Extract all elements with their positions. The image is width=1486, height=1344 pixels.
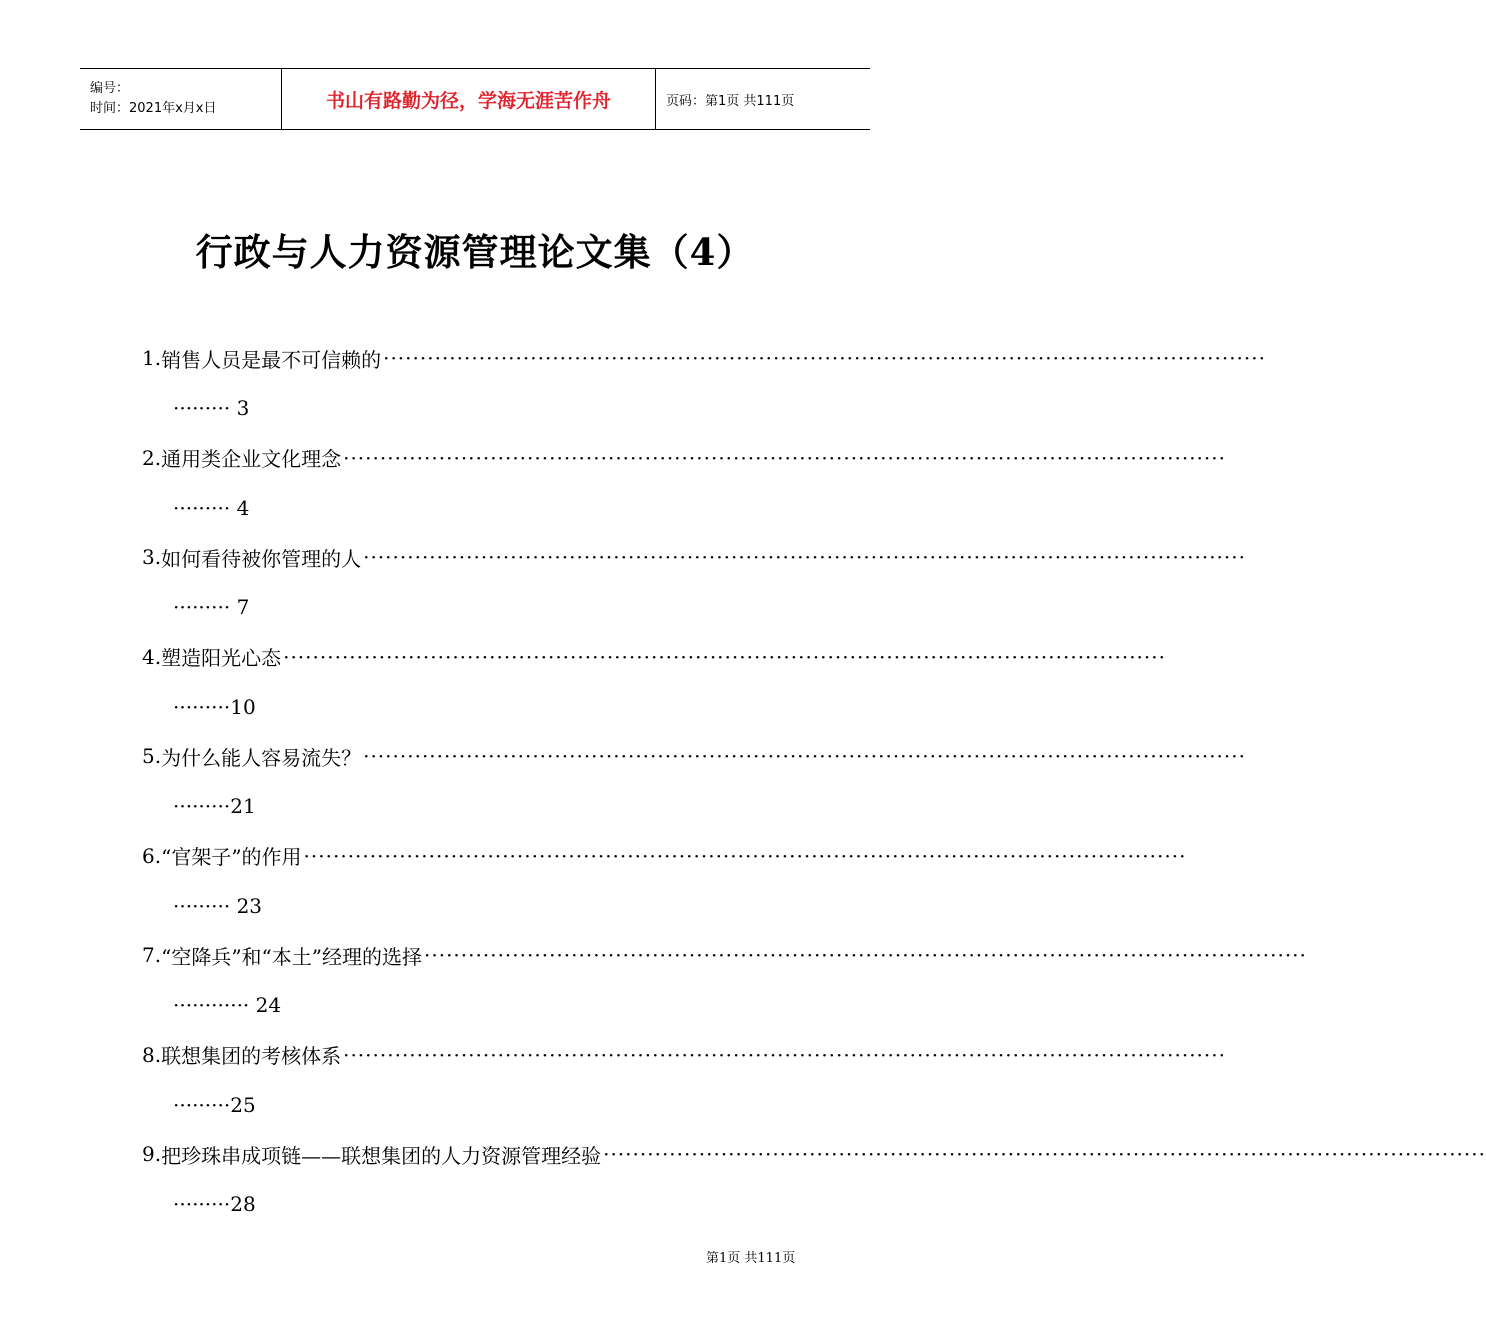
toc-item[interactable] xyxy=(142,340,1266,440)
toc-leader: ························································································································ xyxy=(283,644,1166,669)
toc-leader: ························································································································ xyxy=(603,1142,1486,1166)
number-label: 编号： xyxy=(90,81,130,96)
toc-title: 塑造阳光心态 xyxy=(161,646,282,670)
toc-leader-cont: ········· xyxy=(173,495,231,520)
document-title: 行政与人力资源管理论文集（4） xyxy=(195,230,755,274)
toc-leader-cont: ········· xyxy=(173,1092,231,1117)
page-footer: 第1页 共111页 xyxy=(706,1251,796,1266)
toc-leader: ························································································································ xyxy=(363,744,1246,768)
page-label: 页码：第1页 共111页 xyxy=(666,93,795,109)
toc-leader-cont: ········· xyxy=(173,396,231,420)
toc-item[interactable] xyxy=(142,639,1166,739)
toc-leader: ························································································································ xyxy=(363,545,1246,569)
toc-number: 5. xyxy=(142,744,162,768)
toc-number: 9. xyxy=(142,1142,162,1166)
toc-title: 销售人员是最不可信赖的 xyxy=(161,347,382,372)
toc-number: 4. xyxy=(142,644,162,669)
header-right-cell xyxy=(656,69,870,129)
time-label: 时间：2021年x月x日 xyxy=(90,101,217,116)
toc-page: 24 xyxy=(255,993,282,1017)
header-left-cell xyxy=(80,69,282,129)
toc-item[interactable] xyxy=(142,838,1187,938)
toc-number: 6. xyxy=(142,843,162,868)
toc-page: 3 xyxy=(236,396,250,420)
toc-title: 为什么能人容易流失？ xyxy=(161,745,362,770)
toc-page: 28 xyxy=(230,1192,256,1216)
toc-item[interactable] xyxy=(142,440,1226,540)
toc-leader-cont: ········· xyxy=(173,794,231,818)
toc-number: 1. xyxy=(142,346,162,370)
table-of-contents xyxy=(142,340,1486,1236)
toc-number: 7. xyxy=(142,943,162,967)
toc-leader: ························································································································ xyxy=(424,943,1307,967)
toc-leader-cont: ········· xyxy=(173,1192,231,1216)
toc-title: “空降兵”和“本土”经理的选择 xyxy=(161,944,422,969)
toc-leader: ························································································································ xyxy=(343,445,1226,470)
toc-leader-cont: ········· xyxy=(173,893,231,918)
toc-page: 25 xyxy=(230,1092,256,1117)
motto-text: 书山有路勤为径，学海无涯苦作舟 xyxy=(325,89,611,112)
toc-title: 把珍珠串成项链——联想集团的人力资源管理经验 xyxy=(161,1143,602,1168)
toc-item[interactable] xyxy=(142,738,1246,838)
toc-leader: ························································································································ xyxy=(343,1042,1226,1067)
toc-title: 联想集团的考核体系 xyxy=(161,1044,342,1068)
toc-number: 2. xyxy=(142,445,162,470)
toc-leader: ························································································································ xyxy=(303,843,1187,868)
toc-item[interactable] xyxy=(142,937,1307,1037)
toc-number: 8. xyxy=(142,1042,162,1067)
toc-page: 21 xyxy=(230,794,256,818)
toc-title: “官架子”的作用 xyxy=(161,845,302,869)
toc-leader-cont: ········· xyxy=(173,694,231,719)
toc-number: 3. xyxy=(142,545,162,569)
header-motto-cell xyxy=(282,69,656,129)
toc-page: 7 xyxy=(236,595,250,619)
toc-item[interactable] xyxy=(142,539,1246,639)
toc-item[interactable] xyxy=(142,1037,1226,1137)
toc-leader-cont: ········· xyxy=(173,595,231,619)
page-header xyxy=(80,68,870,130)
toc-page: 4 xyxy=(236,495,250,520)
toc-page: 10 xyxy=(230,694,256,719)
toc-title: 通用类企业文化理念 xyxy=(161,447,342,471)
toc-title: 如何看待被你管理的人 xyxy=(161,546,362,571)
toc-page: 23 xyxy=(236,893,263,918)
toc-leader: ························································································································ xyxy=(383,346,1266,370)
toc-leader-cont: ············ xyxy=(173,993,250,1017)
toc-item[interactable] xyxy=(142,1136,1486,1236)
